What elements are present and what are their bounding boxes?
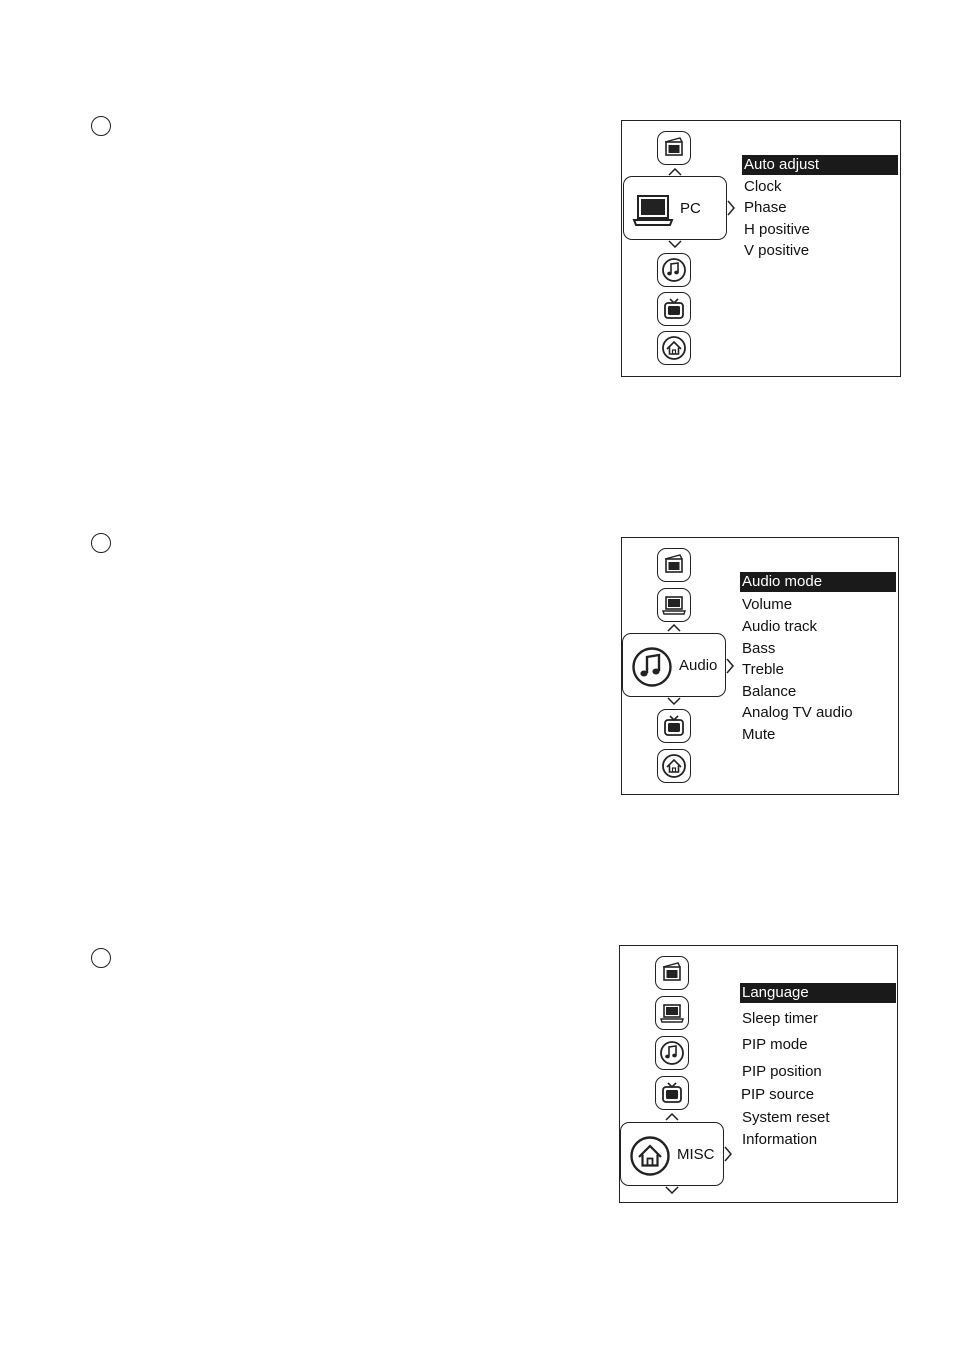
menu-item-balance[interactable]: Balance xyxy=(742,683,797,700)
laptop-icon xyxy=(661,592,687,618)
menu-item-clock[interactable]: Clock xyxy=(744,178,782,195)
tv-icon xyxy=(661,296,687,322)
osd-panel-misc xyxy=(619,945,898,1203)
music-note-icon xyxy=(661,257,687,283)
home-icon xyxy=(661,753,687,779)
tv-menu-button[interactable] xyxy=(657,709,691,743)
menu-item-analog-tv-audio[interactable]: Analog TV audio xyxy=(742,704,853,721)
menu-item-auto-adjust[interactable]: Auto adjust xyxy=(742,155,898,175)
pc-menu-button[interactable] xyxy=(657,588,691,622)
down-arrow-icon xyxy=(667,697,681,705)
menu-item-phase[interactable]: Phase xyxy=(744,199,787,216)
menu-item-mute[interactable]: Mute xyxy=(742,726,776,743)
menu-item-audio-track[interactable]: Audio track xyxy=(742,618,818,635)
active-tile-label: MISC xyxy=(677,1145,715,1163)
step-marker-2 xyxy=(91,533,111,553)
active-tile-label: Audio xyxy=(679,656,718,674)
active-tile-label: PC xyxy=(680,199,701,217)
chevron-right-icon xyxy=(726,200,736,216)
picture-menu-button[interactable] xyxy=(657,548,691,582)
active-tile-misc[interactable] xyxy=(620,1122,724,1186)
tv-icon xyxy=(661,713,687,739)
step-marker-1 xyxy=(91,116,111,136)
home-icon xyxy=(661,335,687,361)
tv-menu-button[interactable] xyxy=(655,1076,689,1110)
picture-menu-button[interactable] xyxy=(657,131,691,165)
menu-item-pip-position[interactable]: PIP position xyxy=(742,1063,822,1080)
chevron-right-icon xyxy=(723,1146,733,1162)
audio-menu-button[interactable] xyxy=(657,253,691,287)
laptop-icon xyxy=(659,1000,685,1026)
menu-item-bass[interactable]: Bass xyxy=(742,640,776,657)
picture-icon xyxy=(659,960,685,986)
down-arrow-icon xyxy=(668,240,682,248)
misc-menu-button[interactable] xyxy=(657,749,691,783)
laptop-icon xyxy=(632,189,674,231)
menu-item-volume[interactable]: Volume xyxy=(742,596,793,613)
tv-icon xyxy=(659,1080,685,1106)
misc-menu-button[interactable] xyxy=(657,331,691,365)
up-arrow-icon xyxy=(665,1113,679,1121)
pc-menu-button[interactable] xyxy=(655,996,689,1030)
chevron-right-icon xyxy=(725,658,735,674)
audio-menu-button[interactable] xyxy=(655,1036,689,1070)
menu-item-information[interactable]: Information xyxy=(742,1131,818,1148)
menu-item-h-positive[interactable]: H positive xyxy=(744,221,810,238)
menu-item-audio-mode[interactable]: Audio mode xyxy=(740,572,896,592)
down-arrow-icon xyxy=(665,1186,679,1194)
osd-panel-pc xyxy=(621,120,901,377)
osd-panel-audio xyxy=(621,537,899,795)
picture-icon xyxy=(661,552,687,578)
picture-menu-button[interactable] xyxy=(655,956,689,990)
menu-item-treble[interactable]: Treble xyxy=(742,661,784,678)
menu-item-language[interactable]: Language xyxy=(740,983,896,1003)
active-tile-audio[interactable] xyxy=(622,633,726,697)
menu-item-system-reset[interactable]: System reset xyxy=(742,1109,830,1126)
menu-item-pip-mode[interactable]: PIP mode xyxy=(742,1036,808,1053)
music-note-icon xyxy=(631,646,673,688)
tv-menu-button[interactable] xyxy=(657,292,691,326)
up-arrow-icon xyxy=(668,168,682,176)
home-icon xyxy=(629,1135,671,1177)
menu-item-sleep-timer[interactable]: Sleep timer xyxy=(742,1010,818,1027)
active-tile-pc[interactable] xyxy=(623,176,727,240)
menu-item-v-positive[interactable]: V positive xyxy=(744,242,810,259)
music-note-icon xyxy=(659,1040,685,1066)
picture-icon xyxy=(661,135,687,161)
menu-item-pip-source[interactable]: PIP source xyxy=(741,1086,815,1103)
step-marker-3 xyxy=(91,948,111,968)
up-arrow-icon xyxy=(667,624,681,632)
